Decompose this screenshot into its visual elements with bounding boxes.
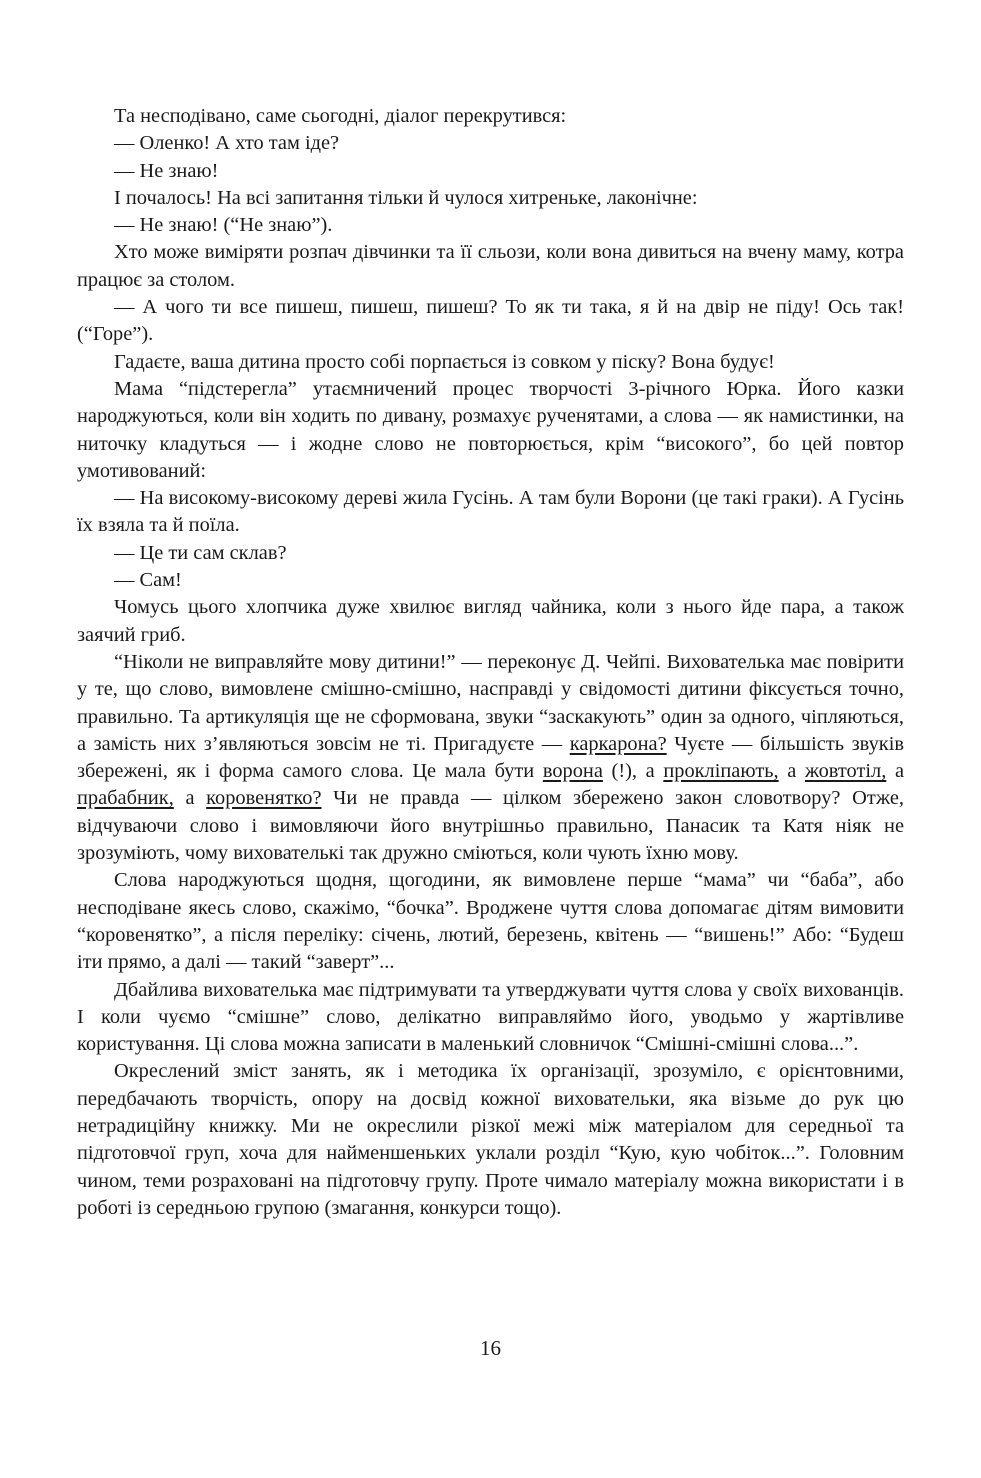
- funny-word-korovenyatko: коровенятко?: [206, 787, 322, 810]
- funny-word-proklipaiut: прокліпають,: [663, 760, 779, 783]
- paragraph-7: [77, 649, 904, 867]
- funny-word-karkarona: каркарона?: [569, 732, 667, 755]
- paragraph-1: Та несподівано, саме сьогодні, діалог перекрутився:: [114, 105, 567, 127]
- paragraph-7-text-1: “Ніколи не виправляйте мову дитини!” — переконує Д. Чейпі. Вихователька має повірити у те, що слово, вимовлене смішно-смішно, насправді у свідомості дитини фіксується точно, правильно. Та артикуляція ще не сформована, звуки “заскакують” один за одного, чіпляються, а замість них з’являються зовсім не ті. Пригадуєте —: [77, 650, 904, 755]
- paragraph-7-text-5: а: [886, 760, 905, 783]
- paragraph-5: Мама “підстерегла” утаємничений процес творчості 3-річного Юрка. Його казки народжуються, коли він ходить по дивану, розмахує рученятами, а слова — як намистинки, на ниточку кладуться — і жодне слово не повторюється, крім “високого”, бо цей повтор умотивований:: [77, 377, 904, 482]
- funny-word-prababnyk: прабабник,: [77, 787, 174, 810]
- dialogue-line-7: — Сам!: [114, 569, 182, 592]
- page-number: 16: [480, 1336, 501, 1360]
- paragraph-3: Хто може виміряти розпач дівчинки та її сльози, коли вона дивиться на вчену маму, котра працює за столом.: [77, 241, 904, 291]
- funny-word-zhovtotil: жовтотіл,: [804, 760, 887, 783]
- dialogue-line-5: — На високому-високому дереві жила Гусінь. А там були Ворони (це такі граки). А Гусінь їх взяла та й поїла.: [77, 487, 904, 537]
- paragraph-7-text-6: а: [173, 787, 207, 810]
- dialogue-line-4: — А чого ти все пишеш, пишеш, пишеш? То як ти така, я й на двір не піду! Ось так! (“Горе”).: [77, 296, 904, 346]
- body-text: [77, 103, 904, 1222]
- paragraph-6: Чомусь цього хлопчика дуже хвилює вигляд чайника, коли з нього йде пара, а також заячий гриб.: [77, 596, 904, 646]
- paragraph-7-text-4: а: [778, 760, 805, 783]
- paragraph-7-text-3: (!), а: [602, 760, 664, 783]
- dialogue-line-6: — Це ти сам склав?: [114, 541, 287, 564]
- paragraph-9: Дбайлива вихователька має підтримувати та утверджувати чуття слова у своїх вихованців. І коли чуємо “смішне” слово, делікатно виправляймо його, уводьмо у жартівливе користування. Ці слова можна записати в маленький словничок “Смішні-смішні слова...”.: [77, 978, 904, 1056]
- paragraph-2: І почалось! На всі запитання тільки й чулося хитреньке, лаконічне:: [114, 186, 698, 209]
- dialogue-line-3: — Не знаю! (“Не знаю”).: [114, 214, 333, 237]
- dialogue-line-2: — Не знаю!: [114, 159, 219, 182]
- paragraph-7-text-2: Чуєте — більшість звуків збережені, як і форма самого слова. Це мала бути: [77, 732, 904, 783]
- paragraph-7-text-7: Чи не правда — цілком збережено закон словотвору? Отже, відчуваючи слово і вимовляючи його внутрішньо правильно, Панасик та Катя ніяк не зрозуміють, чому вихователькі так дружно сміються, коли чують їхню мову.: [77, 787, 904, 865]
- paragraph-8: Слова народжуються щодня, щогодини, як вимовлене перше “мама” чи “баба”, або несподіване якесь слово, скажімо, “бочка”. Вроджене чуття слова допомагає дітям вимовити “коровенятко”, а після переліку: січень, лютий, березень, квітень — “вишень!” Або: “Будеш іти прямо, а далі — такий “заверт”...: [77, 869, 904, 974]
- paragraph-4: Гадаєте, ваша дитина просто собі порпається із совком у піску? Вона будує!: [114, 350, 775, 373]
- funny-word-vorona: ворона: [542, 760, 603, 783]
- paragraph-10: Окреслений зміст занять, як і методика їх організації, зрозуміло, є орієнтовними, передбачають творчість, опору на досвід кожної виховательки, яка візьме до рук цю нетрадиційну книжку. Ми не окреслили різкої межі між матеріалом для середньої та підготовчої груп, хоча для найменшеньких уклали розділ “Кую, кую чобіток...”. Головним чином, теми розраховані на підготовчу групу. Проте чимало матеріалу можна використати і в роботі із середньою групою (змагання, конкурси тощо).: [77, 1060, 904, 1219]
- dialogue-line-1: — Оленко! А хто там іде?: [114, 132, 340, 155]
